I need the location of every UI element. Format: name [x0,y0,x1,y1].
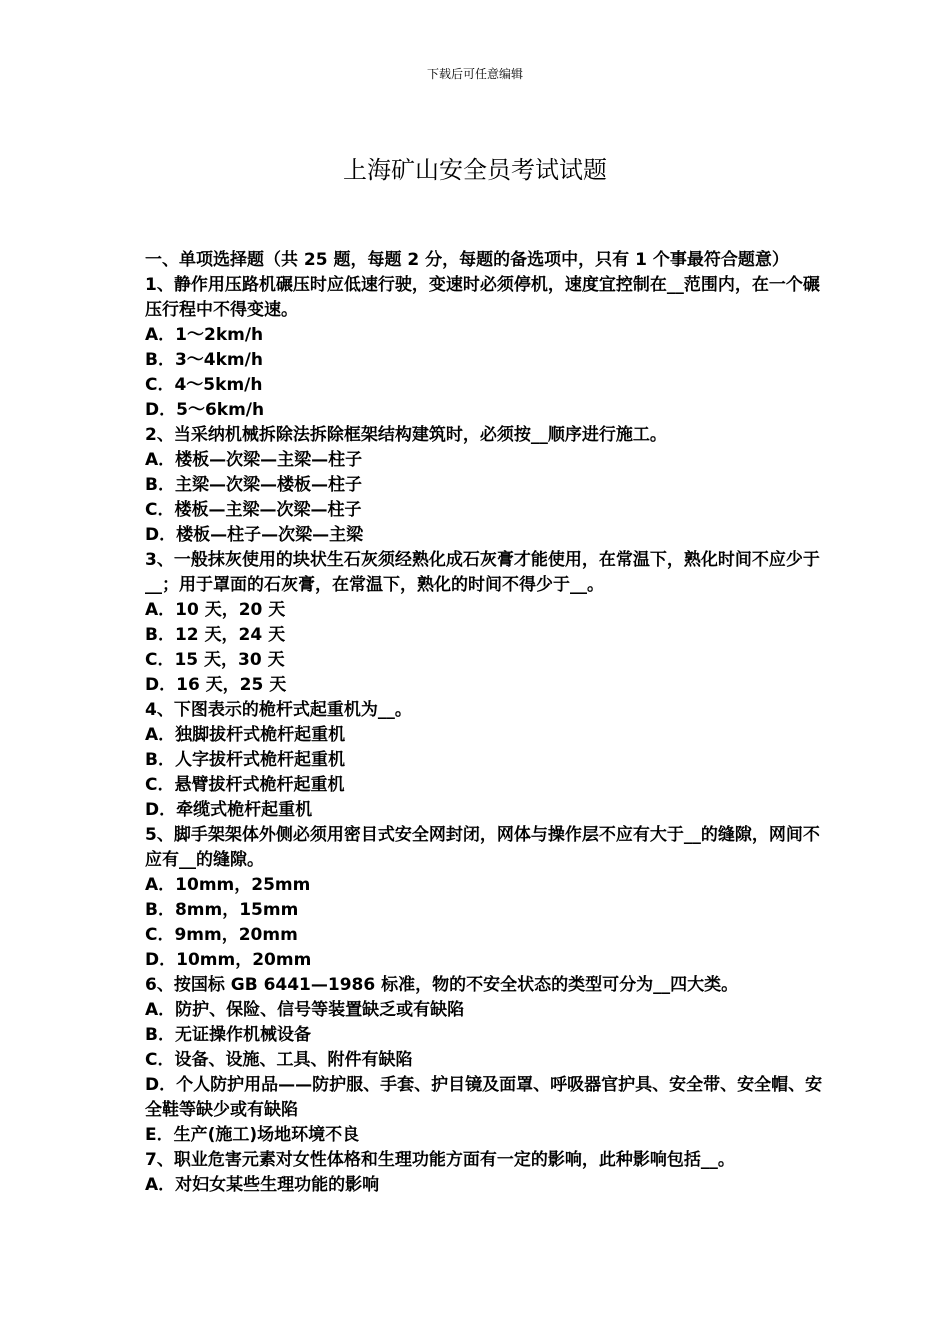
question-3-option-d: D．16 天，25 天 [145,675,287,695]
question-4-option-b: B．人字拔杆式桅杆起重机 [145,750,345,770]
question-5-option-b: B．8mm，15mm [145,900,299,920]
question-6-option-a: A．防护、保险、信号等装置缺乏或有缺陷 [145,1000,465,1020]
question-5-option-a: A．10mm，25mm [145,875,311,895]
question-6-stem: 6、按国标 GB 6441—1986 标准，物的不安全状态的类型可分为__四大类。 [145,975,739,995]
question-2-option-c: C．楼板—主梁—次梁—柱子 [145,500,362,520]
question-5-stem: 5、脚手架架体外侧必须用密目式安全网封闭，网体与操作层不应有大于__的缝隙，网间不应有__的缝隙。 [145,825,820,870]
question-3-option-b: B．12 天，24 天 [145,625,286,645]
question-3-stem: 3、一般抹灰使用的块状生石灰须经熟化成石灰膏才能使用，在常温下，熟化时间不应少于__；用于罩面的石灰膏，在常温下，熟化的时间不得少于__。 [145,550,820,595]
question-2-option-a: A．楼板—次梁—主梁—柱子 [145,450,363,470]
page-title: 上海矿山安全员考试试题 [343,156,607,184]
question-1-option-a: A．1～2km/h [145,325,264,345]
question-5-option-c: C．9mm，20mm [145,925,298,945]
question-2-option-b: B．主梁—次梁—楼板—柱子 [145,475,362,495]
header-note: 下载后可任意编辑 [426,67,523,81]
document-body [145,248,825,1198]
question-6-option-d: D．个人防护用品——防护服、手套、护目镜及面罩、呼吸器官护具、安全带、安全帽、安全鞋等缺少或有缺陷 [145,1075,823,1120]
question-4-option-a: A．独脚拔杆式桅杆起重机 [145,725,346,745]
question-7-option-a: A．对妇女某些生理功能的影响 [145,1175,380,1195]
question-6-option-e: E．生产(施工)场地环境不良 [145,1125,360,1145]
question-4-stem: 4、下图表示的桅杆式起重机为__。 [145,700,412,720]
question-3-option-a: A．10 天，20 天 [145,600,286,620]
question-4-option-c: C．悬臂拔杆式桅杆起重机 [145,775,345,795]
question-3-option-c: C．15 天，30 天 [145,650,285,670]
question-1-stem: 1、静作用压路机碾压时应低速行驶，变速时必须停机，速度宜控制在__范围内，在一个碾压行程中不得变速。 [145,275,820,320]
question-6-option-b: B．无证操作机械设备 [145,1025,311,1045]
question-7-stem: 7、职业危害元素对女性体格和生理功能方面有一定的影响，此种影响包括__。 [145,1150,735,1170]
question-2-stem: 2、当采纳机械拆除法拆除框架结构建筑时，必须按__顺序进行施工。 [145,425,667,445]
question-1-option-d: D．5～6km/h [145,400,265,420]
question-1-option-c: C．4～5km/h [145,375,263,395]
question-5-option-d: D．10mm，20mm [145,950,312,970]
section-heading: 一、单项选择题（共 25 题，每题 2 分，每题的备选项中，只有 1 个事最符合题意） [145,250,789,270]
question-6-option-c: C．设备、设施、工具、附件有缺陷 [145,1050,413,1070]
question-1-option-b: B．3～4km/h [145,350,263,370]
question-2-option-d: D．楼板—柱子—次梁—主梁 [145,525,364,545]
question-4-option-d: D．牵缆式桅杆起重机 [145,800,313,820]
